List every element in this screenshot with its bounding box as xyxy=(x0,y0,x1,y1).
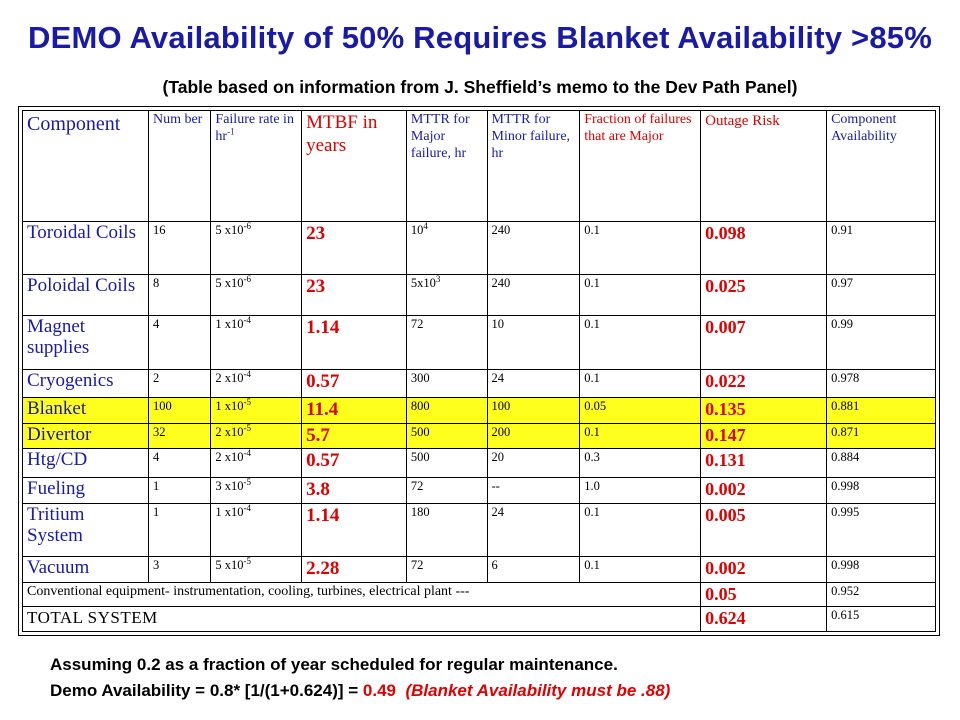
conventional-row xyxy=(23,582,936,607)
cell-mtbf: 3.8 xyxy=(302,478,407,504)
cell-component: Divertor xyxy=(23,423,149,449)
cell-mtbf: 23 xyxy=(302,275,407,316)
cell-fraction-major: 1.0 xyxy=(580,478,701,504)
cell-component: Vacuum xyxy=(23,557,149,583)
header-outage-risk: Outage Risk xyxy=(701,111,827,222)
table-row xyxy=(23,316,936,369)
cell-component: Fueling xyxy=(23,478,149,504)
value-exponent: -5 xyxy=(243,397,252,408)
cell-mttr-major xyxy=(406,557,487,583)
value-base: 500 xyxy=(410,424,430,439)
cell-outage-risk: 0.005 xyxy=(701,503,827,556)
value-base: 72 xyxy=(410,479,424,494)
cell-failure-rate xyxy=(211,478,302,504)
value-base: 3 x10 xyxy=(215,479,244,494)
footer-result: 0.49 xyxy=(362,681,397,700)
cell-fraction-major: 0.1 xyxy=(580,423,701,449)
cell-outage-risk: 0.002 xyxy=(701,557,827,583)
cell-fraction-major: 0.1 xyxy=(580,369,701,398)
cell-mttr-minor: -- xyxy=(487,478,580,504)
cell-component: Magnet supplies xyxy=(23,316,149,369)
cell-number: 32 xyxy=(148,423,210,449)
footer-line-2 xyxy=(50,678,670,704)
cell-outage-risk: 0.147 xyxy=(701,423,827,449)
cell-component: Cryogenics xyxy=(23,369,149,398)
value-exponent: -4 xyxy=(243,503,252,513)
cell-fraction-major: 0.1 xyxy=(580,557,701,583)
cell-failure-rate xyxy=(211,369,302,398)
cell-mtbf: 0.57 xyxy=(302,369,407,398)
cell-failure-rate xyxy=(211,557,302,583)
cell-mttr-minor: 20 xyxy=(487,449,580,478)
cell-mtbf: 1.14 xyxy=(302,316,407,369)
cell-mtbf: 23 xyxy=(302,221,407,274)
cell-mttr-minor: 100 xyxy=(487,398,580,424)
cell-total-risk: 0.624 xyxy=(701,607,827,632)
cell-component: Tritium System xyxy=(23,503,149,556)
header-component: Component xyxy=(23,111,149,222)
value-base: 500 xyxy=(410,450,430,465)
cell-mtbf: 1.14 xyxy=(302,503,407,556)
cell-outage-risk: 0.025 xyxy=(701,275,827,316)
cell-mttr-minor: 24 xyxy=(487,369,580,398)
header-availability: Component Availability xyxy=(827,111,936,222)
cell-fraction-major: 0.05 xyxy=(580,398,701,424)
value-exponent: -5 xyxy=(243,423,252,433)
cell-failure-rate xyxy=(211,423,302,449)
value-base: 1 x10 xyxy=(215,504,244,519)
cell-number: 1 xyxy=(148,478,210,504)
availability-table xyxy=(22,110,936,632)
cell-outage-risk: 0.098 xyxy=(701,221,827,274)
table-row xyxy=(23,423,936,449)
table-body xyxy=(23,111,936,632)
cell-outage-risk: 0.002 xyxy=(701,478,827,504)
cell-mttr-minor: 240 xyxy=(487,221,580,274)
cell-mttr-major xyxy=(406,275,487,316)
header-fraction-major: Fraction of failures that are Major xyxy=(580,111,701,222)
value-base: 300 xyxy=(410,370,430,385)
cell-total-availability: 0.615 xyxy=(827,607,936,632)
cell-failure-rate xyxy=(211,449,302,478)
cell-fraction-major: 0.1 xyxy=(580,221,701,274)
value-base: 2 x10 xyxy=(215,450,244,465)
cell-failure-rate xyxy=(211,503,302,556)
cell-mttr-major xyxy=(406,316,487,369)
header-failure-rate-sup: -1 xyxy=(227,126,235,137)
cell-fraction-major: 0.3 xyxy=(580,449,701,478)
cell-availability: 0.998 xyxy=(827,478,936,504)
cell-mttr-minor: 24 xyxy=(487,503,580,556)
cell-availability: 0.97 xyxy=(827,275,936,316)
cell-mttr-minor: 240 xyxy=(487,275,580,316)
cell-mtbf: 5.7 xyxy=(302,423,407,449)
cell-fraction-major: 0.1 xyxy=(580,503,701,556)
cell-number: 4 xyxy=(148,449,210,478)
value-exponent: -6 xyxy=(243,221,252,231)
value-base: 72 xyxy=(410,558,424,573)
cell-mttr-minor: 200 xyxy=(487,423,580,449)
value-base: 5x10 xyxy=(410,276,436,291)
cell-fraction-major: 0.1 xyxy=(580,275,701,316)
cell-outage-risk: 0.135 xyxy=(701,398,827,424)
table-row xyxy=(23,398,936,424)
cell-mttr-major xyxy=(406,398,487,424)
cell-failure-rate xyxy=(211,275,302,316)
cell-mttr-major xyxy=(406,503,487,556)
cell-failure-rate xyxy=(211,398,302,424)
value-exponent: -4 xyxy=(243,369,252,379)
slide-title: DEMO Availability of 50% Requires Blanket Availability >85% xyxy=(28,20,932,55)
header-number: Num ber xyxy=(148,111,210,222)
cell-availability: 0.881 xyxy=(827,398,936,424)
value-exponent: 3 xyxy=(435,274,441,285)
value-base: 1 x10 xyxy=(215,399,244,414)
cell-failure-rate xyxy=(211,221,302,274)
cell-availability: 0.995 xyxy=(827,503,936,556)
cell-fraction-major: 0.1 xyxy=(580,316,701,369)
cell-mttr-minor: 6 xyxy=(487,557,580,583)
value-base: 800 xyxy=(410,399,430,414)
cell-number: 16 xyxy=(148,221,210,274)
value-base: 5 x10 xyxy=(215,558,244,573)
cell-availability: 0.998 xyxy=(827,557,936,583)
table-row xyxy=(23,449,936,478)
total-row xyxy=(23,607,936,632)
value-base: 10 xyxy=(410,222,424,237)
cell-availability: 0.978 xyxy=(827,369,936,398)
cell-component: Poloidal Coils xyxy=(23,275,149,316)
availability-table-frame xyxy=(18,106,940,636)
cell-number: 3 xyxy=(148,557,210,583)
cell-availability: 0.91 xyxy=(827,221,936,274)
footer-notes xyxy=(50,652,670,704)
cell-number: 8 xyxy=(148,275,210,316)
cell-total-label: TOTAL SYSTEM xyxy=(23,607,701,632)
header-failure-rate-text: Failure rate in hr xyxy=(215,112,294,144)
header-mttr-minor: MTTR for Minor failure, hr xyxy=(487,111,580,222)
cell-component: Htg/CD xyxy=(23,449,149,478)
cell-mttr-major xyxy=(406,369,487,398)
value-exponent: -4 xyxy=(243,315,252,326)
cell-conventional-label: Conventional equipment- instrumentation, cooling, turbines, electrical plant --- xyxy=(23,582,701,607)
table-row xyxy=(23,503,936,556)
cell-component: Blanket xyxy=(23,398,149,424)
cell-mttr-major xyxy=(406,423,487,449)
table-row xyxy=(23,478,936,504)
table-row xyxy=(23,275,936,316)
value-exponent: -5 xyxy=(243,477,252,488)
cell-outage-risk: 0.131 xyxy=(701,449,827,478)
table-row xyxy=(23,221,936,274)
cell-mttr-minor: 10 xyxy=(487,316,580,369)
cell-availability: 0.871 xyxy=(827,423,936,449)
footer-line-1: Assuming 0.2 as a fraction of year scheduled for regular maintenance. xyxy=(50,655,618,674)
cell-availability: 0.884 xyxy=(827,449,936,478)
header-row xyxy=(23,111,936,222)
value-base: 2 x10 xyxy=(215,370,244,385)
value-exponent: -5 xyxy=(243,556,252,566)
cell-number: 4 xyxy=(148,316,210,369)
value-base: 72 xyxy=(410,317,424,332)
header-failure-rate xyxy=(211,111,302,222)
cell-mttr-major xyxy=(406,449,487,478)
cell-component: Toroidal Coils xyxy=(23,221,149,274)
cell-mttr-major xyxy=(406,221,487,274)
slide-subtitle: (Table based on information from J. Sheffield’s memo to the Dev Path Panel) xyxy=(162,77,798,97)
value-base: 1 x10 xyxy=(215,317,244,332)
value-base: 5 x10 xyxy=(215,222,244,237)
value-exponent: -4 xyxy=(243,448,252,459)
cell-number: 100 xyxy=(148,398,210,424)
cell-number: 1 xyxy=(148,503,210,556)
value-base: 2 x10 xyxy=(215,424,244,439)
header-mtbf: MTBF in years xyxy=(302,111,407,222)
footer-formula: Demo Availability = 0.8* [1/(1+0.624)] = xyxy=(50,681,363,700)
cell-availability: 0.99 xyxy=(827,316,936,369)
cell-mtbf: 11.4 xyxy=(302,398,407,424)
cell-mttr-major xyxy=(406,478,487,504)
table-row xyxy=(23,557,936,583)
cell-mtbf: 0.57 xyxy=(302,449,407,478)
cell-mtbf: 2.28 xyxy=(302,557,407,583)
value-exponent: -6 xyxy=(243,274,252,285)
cell-outage-risk: 0.022 xyxy=(701,369,827,398)
value-exponent: 4 xyxy=(423,221,428,231)
cell-conventional-risk: 0.05 xyxy=(701,582,827,607)
cell-number: 2 xyxy=(148,369,210,398)
footer-blanket-note: (Blanket Availability must be .88) xyxy=(405,681,671,700)
value-base: 180 xyxy=(410,504,430,519)
cell-failure-rate xyxy=(211,316,302,369)
table-row xyxy=(23,369,936,398)
cell-conventional-availability: 0.952 xyxy=(827,582,936,607)
value-base: 5 x10 xyxy=(215,276,244,291)
cell-outage-risk: 0.007 xyxy=(701,316,827,369)
header-mttr-major: MTTR for Major failure, hr xyxy=(406,111,487,222)
